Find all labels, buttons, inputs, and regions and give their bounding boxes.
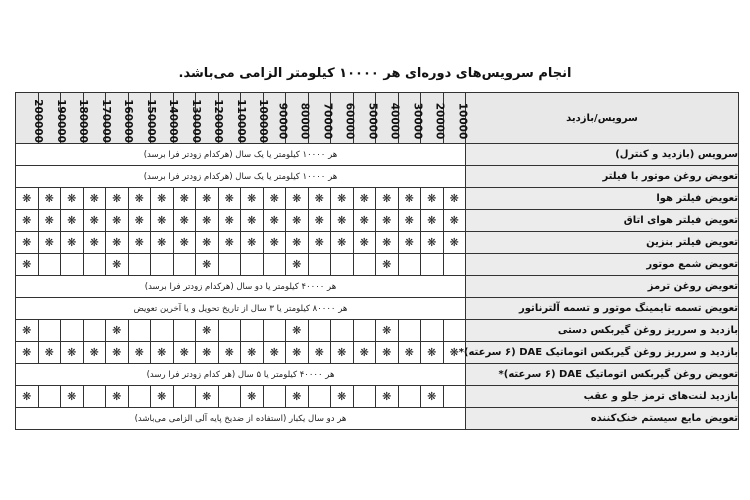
table-row [16, 298, 739, 320]
page-title: انجام سرویس‌های دوره‌ای هر ۱۰۰۰۰ کیلومتر الزامی می‌باشد. [178, 66, 572, 81]
service-mark-icon: ❋ [241, 188, 264, 210]
service-label: تعویض فیلتر هوا [466, 188, 739, 210]
service-mark-icon: ❋ [218, 188, 241, 210]
km-column-label: 20000 [433, 102, 446, 139]
empty-cell [331, 320, 354, 342]
empty-cell [218, 254, 241, 276]
service-mark-icon: ❋ [38, 232, 61, 254]
empty-cell [421, 254, 444, 276]
km-column-label: 170000 [99, 98, 112, 143]
service-mark-icon: ❋ [128, 232, 151, 254]
service-mark-icon: ❋ [173, 188, 196, 210]
service-mark-icon: ❋ [398, 188, 421, 210]
empty-cell [353, 386, 376, 408]
service-mark-icon: ❋ [173, 232, 196, 254]
empty-cell [331, 254, 354, 276]
km-column-header [16, 93, 44, 144]
empty-cell [173, 386, 196, 408]
service-mark-icon: ❋ [218, 232, 241, 254]
empty-cell [398, 320, 421, 342]
km-column-label: 50000 [365, 102, 378, 139]
service-mark-icon: ❋ [286, 188, 309, 210]
km-column-label: 200000 [31, 98, 44, 143]
service-mark-icon: ❋ [16, 342, 39, 364]
empty-cell [83, 254, 106, 276]
km-column-label: 150000 [144, 98, 157, 143]
service-mark-icon: ❋ [241, 210, 264, 232]
table-row [16, 188, 739, 210]
service-mark-icon: ❋ [61, 188, 84, 210]
service-mark-icon: ❋ [421, 188, 444, 210]
empty-cell [128, 386, 151, 408]
service-label: تعویض روغن ترمز [466, 276, 739, 298]
service-mark-icon: ❋ [286, 386, 309, 408]
service-mark-icon: ❋ [196, 210, 219, 232]
empty-cell [173, 254, 196, 276]
service-mark-icon: ❋ [398, 342, 421, 364]
service-mark-icon: ❋ [196, 320, 219, 342]
service-mark-icon: ❋ [151, 342, 174, 364]
empty-cell [443, 254, 466, 276]
service-mark-icon: ❋ [376, 320, 399, 342]
service-mark-icon: ❋ [61, 342, 84, 364]
km-column-label: 130000 [189, 98, 202, 143]
service-mark-icon: ❋ [83, 232, 106, 254]
empty-cell [443, 386, 466, 408]
empty-cell [263, 320, 286, 342]
service-mark-icon: ❋ [106, 386, 129, 408]
service-label: سرویس (بازدید و کنترل) [466, 144, 739, 166]
empty-cell [443, 320, 466, 342]
empty-cell [38, 386, 61, 408]
km-column-header [398, 93, 421, 144]
service-mark-icon: ❋ [353, 342, 376, 364]
service-mark-icon: ❋ [286, 342, 309, 364]
service-mark-icon: ❋ [151, 210, 174, 232]
km-column-label: 120000 [211, 98, 224, 143]
service-mark-icon: ❋ [173, 342, 196, 364]
service-mark-icon: ❋ [173, 210, 196, 232]
empty-cell [83, 386, 106, 408]
service-label: تعویض مایع سیستم خنک‌کننده [466, 408, 739, 430]
service-mark-icon: ❋ [38, 210, 61, 232]
empty-cell [128, 254, 151, 276]
service-label: تعویض فیلتر بنزین [466, 232, 739, 254]
empty-cell [353, 254, 376, 276]
service-mark-icon: ❋ [376, 210, 399, 232]
service-mark-icon: ❋ [331, 188, 354, 210]
km-column-label: 10000 [455, 102, 468, 139]
service-mark-icon: ❋ [376, 386, 399, 408]
service-label: تعویض شمع موتور [466, 254, 739, 276]
service-mark-icon: ❋ [106, 232, 129, 254]
km-column-label: 70000 [320, 102, 333, 139]
km-column-label: 190000 [54, 98, 67, 143]
service-mark-icon: ❋ [106, 342, 129, 364]
service-mark-icon: ❋ [286, 320, 309, 342]
km-column-label: 80000 [298, 102, 311, 139]
interval-note: هر ۸۰۰۰۰ کیلومتر یا ۳ سال از تاریخ تحویل و یا آخرین تعویض [16, 298, 466, 320]
km-column-header [443, 93, 466, 144]
empty-cell [263, 386, 286, 408]
service-mark-icon: ❋ [376, 254, 399, 276]
service-mark-icon: ❋ [61, 210, 84, 232]
empty-cell [218, 320, 241, 342]
table-row [16, 408, 739, 430]
table-body [16, 144, 739, 430]
service-mark-icon: ❋ [443, 188, 466, 210]
service-schedule-table [15, 92, 739, 430]
service-mark-icon: ❋ [398, 210, 421, 232]
empty-cell [38, 320, 61, 342]
table-row [16, 166, 739, 188]
empty-cell [173, 320, 196, 342]
empty-cell [308, 386, 331, 408]
km-column-label: 60000 [343, 102, 356, 139]
service-mark-icon: ❋ [218, 210, 241, 232]
service-mark-icon: ❋ [308, 232, 331, 254]
service-mark-icon: ❋ [241, 386, 264, 408]
table-row [16, 210, 739, 232]
interval-note: هر دو سال یکبار (استفاده از ضدیخ پایه آلی الزامی می‌باشد) [16, 408, 466, 430]
service-mark-icon: ❋ [263, 210, 286, 232]
service-mark-icon: ❋ [151, 188, 174, 210]
service-mark-icon: ❋ [286, 232, 309, 254]
service-mark-icon: ❋ [38, 188, 61, 210]
service-mark-icon: ❋ [398, 232, 421, 254]
km-column-label: 30000 [410, 102, 423, 139]
service-mark-icon: ❋ [443, 210, 466, 232]
table-row [16, 386, 739, 408]
service-mark-icon: ❋ [421, 386, 444, 408]
km-column-label: 90000 [275, 102, 288, 139]
service-mark-icon: ❋ [128, 342, 151, 364]
service-mark-icon: ❋ [241, 232, 264, 254]
service-mark-icon: ❋ [38, 342, 61, 364]
service-mark-icon: ❋ [83, 210, 106, 232]
km-column-header [286, 93, 309, 144]
service-mark-icon: ❋ [376, 188, 399, 210]
service-mark-icon: ❋ [286, 254, 309, 276]
service-mark-icon: ❋ [128, 210, 151, 232]
service-mark-icon: ❋ [353, 232, 376, 254]
km-column-label: 110000 [234, 98, 247, 143]
service-mark-icon: ❋ [151, 232, 174, 254]
table-row [16, 276, 739, 298]
table-row [16, 364, 739, 386]
service-mark-icon: ❋ [421, 342, 444, 364]
km-column-label: 40000 [388, 102, 401, 139]
empty-cell [128, 320, 151, 342]
empty-cell [218, 386, 241, 408]
empty-cell [241, 320, 264, 342]
empty-cell [151, 320, 174, 342]
service-mark-icon: ❋ [16, 210, 39, 232]
service-mark-icon: ❋ [16, 254, 39, 276]
service-mark-icon: ❋ [151, 386, 174, 408]
interval-note: هر ۴۰۰۰۰ کیلومتر یا دو سال (هرکدام زودتر فرا برسد) [16, 276, 466, 298]
service-mark-icon: ❋ [331, 210, 354, 232]
km-column-header [421, 93, 444, 144]
empty-cell [61, 254, 84, 276]
service-mark-icon: ❋ [16, 188, 39, 210]
service-mark-icon: ❋ [331, 342, 354, 364]
service-mark-icon: ❋ [196, 232, 219, 254]
table-row [16, 232, 739, 254]
service-mark-icon: ❋ [263, 232, 286, 254]
km-column-header [308, 93, 331, 144]
km-column-header [353, 93, 376, 144]
service-mark-icon: ❋ [106, 320, 129, 342]
km-column-label: 180000 [76, 98, 89, 143]
km-column-label: 160000 [121, 98, 134, 143]
empty-cell [241, 254, 264, 276]
km-column-label: 100000 [256, 98, 269, 143]
empty-cell [151, 254, 174, 276]
table-row [16, 342, 739, 364]
empty-cell [398, 254, 421, 276]
service-mark-icon: ❋ [196, 254, 219, 276]
service-mark-icon: ❋ [421, 210, 444, 232]
service-mark-icon: ❋ [308, 342, 331, 364]
service-mark-icon: ❋ [106, 210, 129, 232]
service-mark-icon: ❋ [83, 342, 106, 364]
service-mark-icon: ❋ [16, 386, 39, 408]
km-column-header [376, 93, 399, 144]
table-header-row [16, 93, 739, 144]
service-mark-icon: ❋ [196, 386, 219, 408]
service-label: بازدید و سرریز روغن گیربکس اتوماتیک DAE (۶ سرعته)* [466, 342, 739, 364]
service-mark-icon: ❋ [331, 386, 354, 408]
service-mark-icon: ❋ [61, 386, 84, 408]
service-mark-icon: ❋ [443, 342, 466, 364]
empty-cell [308, 254, 331, 276]
empty-cell [308, 320, 331, 342]
km-column-label: 140000 [166, 98, 179, 143]
service-mark-icon: ❋ [16, 320, 39, 342]
service-mark-icon: ❋ [443, 232, 466, 254]
service-mark-icon: ❋ [263, 188, 286, 210]
service-mark-icon: ❋ [61, 232, 84, 254]
empty-cell [421, 320, 444, 342]
service-mark-icon: ❋ [106, 254, 129, 276]
empty-cell [38, 254, 61, 276]
service-mark-icon: ❋ [421, 232, 444, 254]
table-row [16, 320, 739, 342]
service-mark-icon: ❋ [331, 232, 354, 254]
empty-cell [83, 320, 106, 342]
service-label: تعویض روغن موتور با فیلتر [466, 166, 739, 188]
service-label: تعویض فیلتر هوای اتاق [466, 210, 739, 232]
interval-note: هر ۱۰۰۰۰ کیلومتر یا یک سال (هرکدام زودتر فرا برسد) [16, 166, 466, 188]
service-mark-icon: ❋ [196, 188, 219, 210]
service-mark-icon: ❋ [353, 188, 376, 210]
service-mark-icon: ❋ [263, 342, 286, 364]
service-mark-icon: ❋ [218, 342, 241, 364]
empty-cell [353, 320, 376, 342]
km-column-header [331, 93, 354, 144]
service-mark-icon: ❋ [286, 210, 309, 232]
service-mark-icon: ❋ [353, 210, 376, 232]
service-mark-icon: ❋ [128, 188, 151, 210]
interval-note: هر ۱۰۰۰۰ کیلومتر یا یک سال (هرکدام زودتر فرا برسد) [16, 144, 466, 166]
interval-note: هر ۴۰۰۰۰ کیلومتر یا ۵ سال (هر کدام زودتر فرا رسد) [16, 364, 466, 386]
table-row [16, 144, 739, 166]
table-row [16, 254, 739, 276]
service-mark-icon: ❋ [308, 210, 331, 232]
service-mark-icon: ❋ [241, 342, 264, 364]
empty-cell [398, 386, 421, 408]
empty-cell [263, 254, 286, 276]
service-label: بازدید و سرریز روغن گیربکس دستی [466, 320, 739, 342]
service-mark-icon: ❋ [83, 188, 106, 210]
service-mark-icon: ❋ [308, 188, 331, 210]
service-column-header: سرویس/بازدید [466, 93, 739, 144]
service-mark-icon: ❋ [196, 342, 219, 364]
empty-cell [61, 320, 84, 342]
service-label: تعویض روغن گیربکس اتوماتیک DAE (۶ سرعته)* [466, 364, 739, 386]
service-mark-icon: ❋ [376, 232, 399, 254]
service-mark-icon: ❋ [16, 232, 39, 254]
service-mark-icon: ❋ [376, 342, 399, 364]
service-label: تعویض تسمه تایمینگ موتور و تسمه آلترناتور [466, 298, 739, 320]
service-mark-icon: ❋ [106, 188, 129, 210]
service-label: بازدید لنت‌های ترمز جلو و عقب [466, 386, 739, 408]
